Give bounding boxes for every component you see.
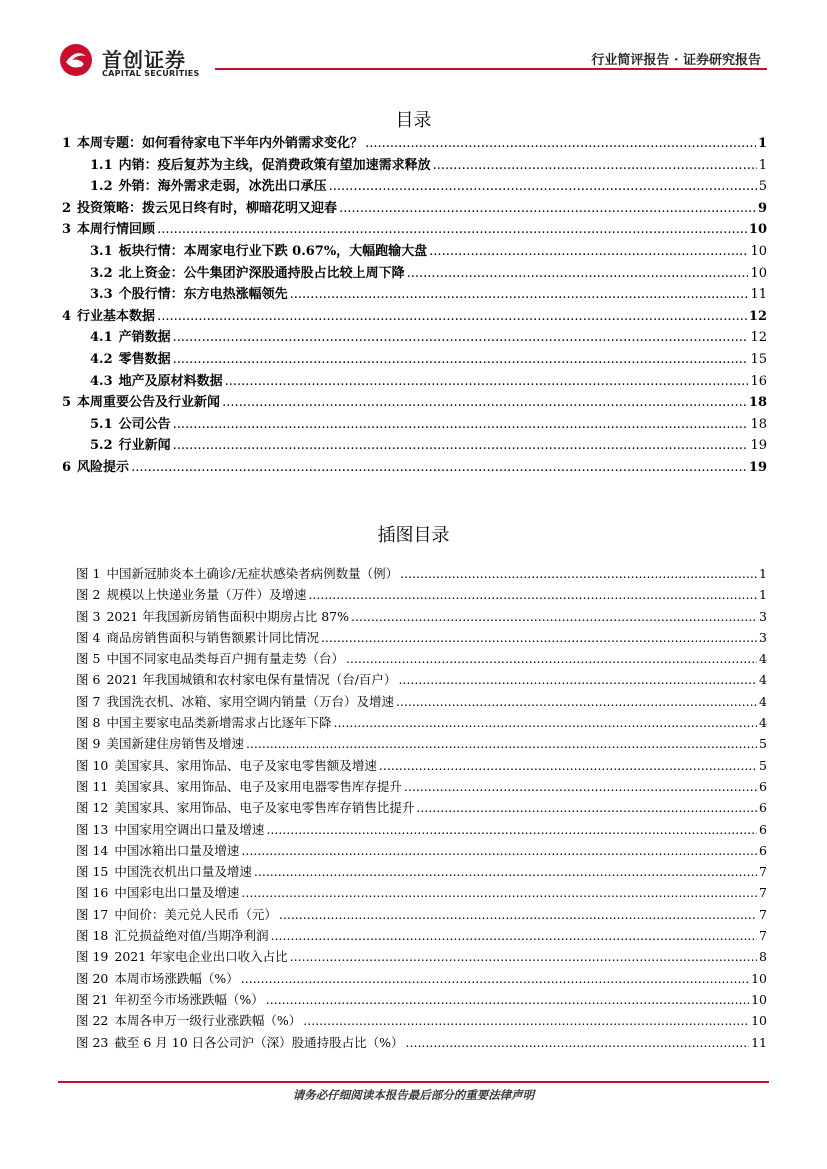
- figure-entry-text: 我国洗衣机、冰箱、家用空调内销量（万台）及增速: [106, 693, 394, 709]
- figure-entry-page: 6: [759, 800, 767, 816]
- figure-list-title: 插图目录: [377, 525, 450, 546]
- figure-entry[interactable]: [62, 564, 767, 585]
- figure-entry-page: 7: [759, 906, 767, 922]
- toc-entry-text: 外销：海外需求走弱，冰洗出口承压: [118, 179, 327, 195]
- toc-entry-page: 12: [748, 308, 767, 324]
- legal-disclaimer: 请务必仔细阅读本报告最后部分的重要法律声明: [292, 1088, 535, 1102]
- figure-entry[interactable]: [62, 692, 767, 713]
- dot-leader: [406, 1035, 750, 1050]
- toc-entry-page: 1: [757, 136, 767, 151]
- toc-entry-text: 零售数据: [118, 351, 171, 367]
- figure-entry-page: 4: [759, 672, 767, 688]
- figure-entry-page: 6: [759, 778, 767, 794]
- toc-entry[interactable]: [62, 240, 767, 262]
- dot-leader: [173, 417, 749, 432]
- toc-entry-page: 10: [750, 265, 767, 281]
- toc-entry-text: 内销：疫后复苏为主线，促消费政策有望加速需求释放: [118, 157, 431, 173]
- figure-entry-label: 图 9: [76, 736, 101, 752]
- figure-entry-page: 4: [759, 651, 767, 667]
- dot-leader: [365, 136, 756, 151]
- figure-entry[interactable]: [62, 990, 767, 1011]
- logo-name-cn: 首创证券: [102, 48, 186, 72]
- company-logo: [58, 42, 228, 82]
- dot-leader: [266, 822, 757, 837]
- figure-entry[interactable]: [62, 585, 767, 606]
- toc-entry[interactable]: [62, 262, 767, 284]
- toc-entry-page: 12: [750, 330, 767, 346]
- figure-entry-label: 图 21: [76, 991, 109, 1007]
- dot-leader: [339, 201, 756, 216]
- dot-leader: [351, 609, 757, 624]
- figure-entry-text: 美国家具、家用饰品、电子及家电零售额及增速: [114, 757, 377, 773]
- figure-entry-label: 图 12: [76, 800, 109, 816]
- dot-leader: [290, 287, 749, 302]
- dot-leader: [329, 179, 757, 194]
- toc-entry-number: 4.3: [90, 373, 113, 389]
- figure-entry[interactable]: [62, 862, 767, 883]
- toc-entry-text: 本周专题：如何看待家电下半年内外销需求变化？: [77, 136, 364, 151]
- toc-entry-page: 16: [750, 373, 767, 389]
- toc-list: [62, 132, 767, 478]
- figure-entry-text: 规模以上快递业务量（万件）及增速: [106, 587, 307, 603]
- figure-entry-text: 中国彩电出口量及增速: [114, 885, 240, 901]
- dot-leader: [131, 460, 747, 475]
- dot-leader: [157, 222, 747, 237]
- figure-entry[interactable]: [62, 777, 767, 798]
- toc-entry-number: 1: [62, 136, 72, 151]
- figure-entry-text: 美国家具、家用饰品、电子及家用电器零售库存提升: [114, 778, 402, 794]
- toc-entry-text: 产销数据: [118, 330, 171, 346]
- figure-entry-page: 5: [759, 736, 767, 752]
- dot-leader: [157, 309, 747, 324]
- figure-entry-page: 5: [759, 757, 767, 773]
- toc-entry-text: 行业新闻: [118, 438, 171, 454]
- figure-entry-page: 3: [759, 608, 767, 624]
- figure-entry[interactable]: [62, 947, 767, 968]
- toc-entry-page: 15: [750, 351, 767, 367]
- figure-entry-label: 图 23: [76, 1034, 109, 1050]
- figure-entry-text: 2021 年我国城镇和农村家电保有量情况（台/百户）: [106, 672, 397, 688]
- toc-entry-number: 3: [62, 222, 72, 238]
- dot-leader: [266, 992, 749, 1007]
- toc-entry[interactable]: [62, 283, 767, 305]
- figure-entry-page: 7: [759, 885, 767, 901]
- dot-leader: [379, 758, 757, 773]
- figure-list: [62, 564, 767, 1054]
- figure-entry[interactable]: [62, 820, 767, 841]
- dot-leader: [407, 266, 749, 281]
- figure-entry-page: 6: [759, 821, 767, 837]
- report-type-label: 行业简评报告 · 证券研究报告: [591, 53, 761, 68]
- dot-leader: [271, 928, 757, 943]
- figure-entry-page: 4: [759, 693, 767, 709]
- toc-entry-number: 3.1: [90, 243, 113, 259]
- figure-entry-text: 商品房销售面积与销售额累计同比情况: [106, 629, 319, 645]
- toc-entry-page: 11: [750, 287, 767, 303]
- figure-entry-text: 中国主要家电品类新增需求占比逐年下降: [106, 715, 332, 731]
- figure-entry[interactable]: [62, 883, 767, 904]
- figure-entry-text: 汇兑损益绝对值/当期净利润: [114, 928, 269, 944]
- toc-entry-number: 1.1: [90, 157, 113, 173]
- dot-leader: [241, 885, 757, 900]
- toc-entry[interactable]: [62, 175, 767, 197]
- figure-entry-text: 中国家用空调出口量及增速: [114, 821, 265, 837]
- figure-entry-page: 11: [751, 1034, 767, 1050]
- figure-entry-page: 10: [751, 991, 767, 1007]
- toc-entry[interactable]: [62, 391, 767, 413]
- toc-entry[interactable]: [62, 413, 767, 435]
- toc-entry-page: 5: [758, 179, 767, 195]
- toc-entry-number: 5.1: [90, 416, 113, 432]
- toc-entry-number: 3.2: [90, 265, 113, 281]
- dot-leader: [290, 949, 757, 964]
- figure-entry-page: 7: [759, 864, 767, 880]
- toc-entry-page: 10: [748, 222, 767, 238]
- figure-entry-label: 图 10: [76, 757, 109, 773]
- toc-entry-text: 本周行情回顾: [77, 222, 156, 238]
- toc-entry-page: 9: [757, 200, 767, 216]
- figure-entry[interactable]: [62, 798, 767, 819]
- figure-entry[interactable]: [62, 1011, 767, 1032]
- figure-entry-label: 图 17: [76, 906, 109, 922]
- figure-entry-label: 图 3: [76, 608, 101, 624]
- figure-entry-page: 10: [751, 1013, 767, 1029]
- figure-entry-label: 图 8: [76, 715, 101, 731]
- figure-entry[interactable]: [62, 1033, 767, 1054]
- figure-entry-text: 年初至今市场涨跌幅（%）: [114, 991, 264, 1007]
- dot-leader: [416, 800, 757, 815]
- toc-entry-number: 6: [62, 459, 72, 475]
- capital-securities-logo-icon: [58, 42, 94, 78]
- figure-entry[interactable]: [62, 649, 767, 670]
- figure-entry-label: 图 18: [76, 928, 109, 944]
- toc-entry-text: 地产及原材料数据: [118, 373, 223, 389]
- dot-leader: [246, 736, 757, 751]
- toc-entry[interactable]: [62, 154, 767, 176]
- header-divider: [215, 68, 767, 70]
- figure-entry-text: 中国不同家电品类每百户拥有量走势（台）: [106, 651, 344, 667]
- figure-entry-text: 2021 年我国新房销售面积中期房占比 87%: [106, 608, 349, 624]
- dot-leader: [396, 694, 757, 709]
- dot-leader: [173, 438, 749, 453]
- figure-entry[interactable]: [62, 905, 767, 926]
- figure-entry[interactable]: [62, 628, 767, 649]
- toc-entry-text: 公司公告: [118, 416, 171, 432]
- dot-leader: [400, 566, 757, 581]
- toc-entry-number: 4.2: [90, 351, 113, 367]
- figure-entry-label: 图 4: [76, 629, 101, 645]
- figure-entry-label: 图 5: [76, 651, 101, 667]
- dot-leader: [222, 395, 747, 410]
- figure-entry[interactable]: [62, 926, 767, 947]
- figure-entry-page: 4: [759, 715, 767, 731]
- footer-divider: [58, 1081, 769, 1083]
- toc-entry-text: 风险提示: [77, 459, 130, 475]
- figure-entry[interactable]: [62, 841, 767, 862]
- figure-entry-label: 图 7: [76, 693, 101, 709]
- toc-entry-page: 1: [758, 157, 767, 173]
- toc-entry-text: 投资策略：拨云见日终有时，柳暗花明又迎春: [77, 200, 338, 216]
- figure-entry[interactable]: [62, 969, 767, 990]
- figure-entry-text: 中间价：美元兑人民币（元）: [114, 906, 277, 922]
- toc-entry[interactable]: [62, 434, 767, 456]
- figure-entry-label: 图 15: [76, 864, 109, 880]
- dot-leader: [225, 374, 749, 389]
- toc-entry-page: 18: [748, 395, 767, 411]
- toc-entry-page: 19: [748, 459, 767, 475]
- dot-leader: [279, 907, 757, 922]
- dot-leader: [429, 244, 748, 259]
- figure-entry-label: 图 16: [76, 885, 109, 901]
- figure-entry-page: 3: [759, 629, 767, 645]
- toc-entry-text: 板块行情：本周家电行业下跌 0.67%，大幅跑输大盘: [118, 243, 428, 259]
- figure-entry-text: 美国新建住房销售及增速: [106, 736, 244, 752]
- toc-entry-text: 本周重要公告及行业新闻: [77, 395, 221, 411]
- figure-entry-label: 图 11: [76, 778, 109, 794]
- dot-leader: [433, 158, 757, 173]
- toc-entry[interactable]: [62, 305, 767, 327]
- toc-entry-text: 北上资金：公牛集团沪深股通持股占比较上周下降: [118, 265, 405, 281]
- figure-entry-text: 中国洗衣机出口量及增速: [114, 864, 252, 880]
- toc-entry-page: 10: [750, 243, 767, 259]
- dot-leader: [241, 843, 757, 858]
- figure-entry-page: 1: [759, 587, 767, 603]
- toc-entry-number: 4: [62, 308, 72, 324]
- figure-entry-label: 图 6: [76, 672, 101, 688]
- figure-entry-label: 图 20: [76, 970, 109, 986]
- figure-entry[interactable]: [62, 713, 767, 734]
- dot-leader: [173, 330, 749, 345]
- figure-entry[interactable]: [62, 756, 767, 777]
- figure-entry[interactable]: [62, 670, 767, 691]
- figure-entry[interactable]: [62, 607, 767, 628]
- toc-entry[interactable]: [62, 218, 767, 240]
- toc-entry-number: 3.3: [90, 287, 113, 303]
- dot-leader: [254, 864, 757, 879]
- dot-leader: [308, 587, 757, 602]
- toc-entry-text: 个股行情：东方电热涨幅领先: [118, 287, 288, 303]
- dot-leader: [321, 630, 757, 645]
- figure-entry-text: 美国家具、家用饰品、电子及家电零售库存销售比提升: [114, 800, 415, 816]
- toc-entry[interactable]: [62, 132, 767, 154]
- figure-entry-label: 图 13: [76, 821, 109, 837]
- dot-leader: [398, 672, 757, 687]
- toc-entry-number: 1.2: [90, 179, 113, 195]
- figure-entry-page: 8: [759, 949, 767, 965]
- toc-entry-page: 19: [750, 438, 767, 454]
- figure-entry-text: 本周市场涨跌幅（%）: [114, 970, 239, 986]
- figure-entry-label: 图 1: [76, 566, 101, 581]
- figure-entry-text: 中国冰箱出口量及增速: [114, 842, 240, 858]
- figure-entry-page: 7: [759, 928, 767, 944]
- dot-leader: [173, 352, 749, 367]
- dot-leader: [346, 651, 757, 666]
- toc-entry-number: 5.2: [90, 438, 113, 454]
- logo-name-en: CAPITAL SECURITIES: [102, 69, 200, 78]
- toc-entry-number: 4.1: [90, 330, 113, 346]
- toc-title: 目录: [395, 110, 432, 131]
- figure-entry-label: 图 14: [76, 842, 109, 858]
- figure-entry-page: 10: [751, 970, 767, 986]
- toc-entry-text: 行业基本数据: [77, 308, 156, 324]
- figure-entry[interactable]: [62, 734, 767, 755]
- figure-entry-label: 图 22: [76, 1013, 109, 1029]
- figure-entry-label: 图 19: [76, 949, 109, 965]
- toc-entry[interactable]: [62, 348, 767, 370]
- figure-entry-page: 1: [759, 566, 767, 581]
- toc-entry[interactable]: [62, 456, 767, 478]
- figure-entry-text: 本周各申万一级行业涨跌幅（%）: [114, 1013, 302, 1029]
- figure-entry-text: 2021 年家电企业出口收入占比: [114, 949, 288, 965]
- dot-leader: [241, 971, 749, 986]
- toc-entry-number: 2: [62, 200, 72, 216]
- dot-leader: [404, 779, 757, 794]
- figure-entry-label: 图 2: [76, 587, 101, 603]
- figure-entry-page: 6: [759, 842, 767, 858]
- toc-entry[interactable]: [62, 197, 767, 219]
- figure-entry-text: 截至 6 月 10 日各公司沪（深）股通持股占比（%）: [114, 1034, 404, 1050]
- toc-entry[interactable]: [62, 326, 767, 348]
- dot-leader: [303, 1013, 749, 1028]
- toc-entry[interactable]: [62, 370, 767, 392]
- figure-entry-text: 中国新冠肺炎本土确诊/无症状感染者病例数量（例）: [106, 566, 399, 581]
- toc-entry-number: 5: [62, 395, 72, 411]
- toc-entry-page: 18: [750, 416, 767, 432]
- dot-leader: [333, 715, 757, 730]
